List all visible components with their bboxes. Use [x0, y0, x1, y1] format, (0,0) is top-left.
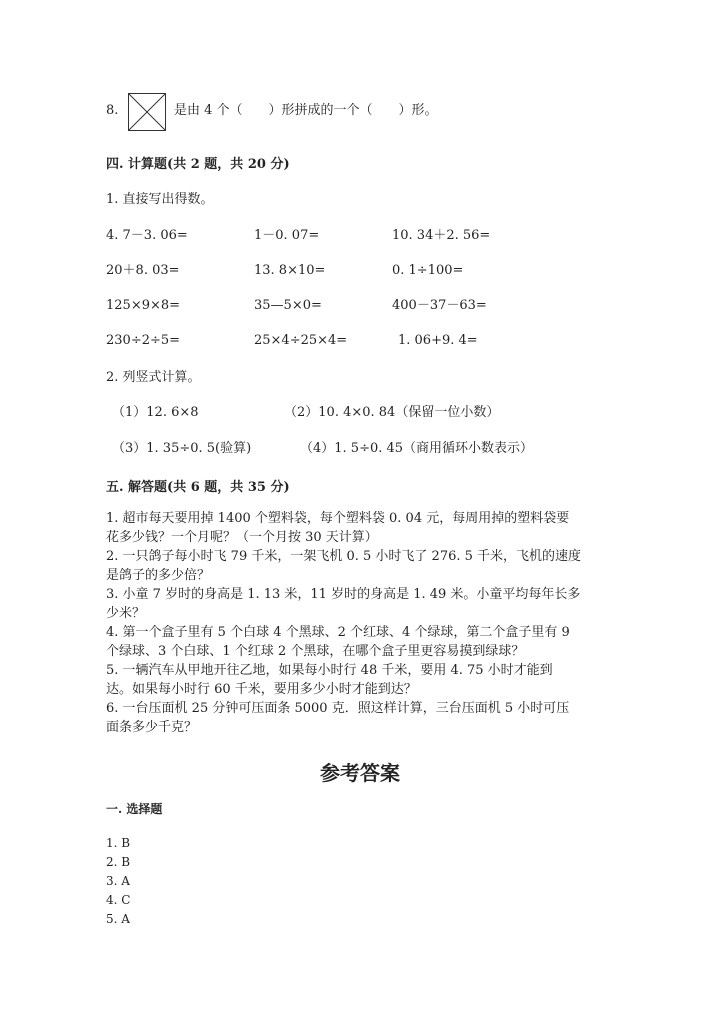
answer-item: 1. B	[106, 836, 131, 850]
answer-item: 5. A	[106, 912, 130, 926]
calc-item: 400－37－63=	[392, 298, 487, 313]
calc-item: 125×9×8=	[106, 298, 181, 313]
answer-item: 4. C	[106, 893, 131, 907]
problem-line: 3. 小童 7 岁时的身高是 1. 13 米，11 岁时的身高是 1. 49 米。小童平均每年长多	[106, 587, 581, 602]
answers-title: 参考答案	[320, 761, 400, 785]
q2-label: 2. 列竖式计算。	[106, 370, 201, 385]
q1-label: 1. 直接写出得数。	[106, 192, 214, 207]
problem-line: 达。如果每小时行 60 千米，要用多少小时才能到达？	[106, 682, 417, 697]
problem-line: 个绿球、3 个白球、1 个红球 2 个黑球，在哪个盒子里更容易摸到绿球？	[106, 644, 525, 659]
problem-line: 2. 一只鸽子每小时飞 79 千米，一架飞机 0. 5 小时飞了 276. 5 千米，飞机的速度	[106, 549, 582, 564]
vertical-item: （2）10. 4×0. 84（保留一位小数）	[284, 405, 500, 420]
calc-item: 1－0. 07=	[254, 228, 320, 243]
answer-item: 2. B	[106, 855, 131, 869]
answer-item: 3. A	[106, 874, 130, 888]
vertical-item: （1）12. 6×8	[112, 405, 199, 420]
answers-heading: 一. 选择题	[106, 802, 163, 816]
calc-item: 230÷2÷5=	[106, 333, 181, 348]
calc-item: 35—5×0=	[254, 298, 322, 313]
problem-line: 是鸽子的多少倍？	[106, 568, 211, 583]
vertical-item: （4）1. 5÷0. 45（商用循环小数表示）	[300, 441, 534, 456]
calc-item: 25×4÷25×4=	[254, 333, 348, 348]
problem-line: 5. 一辆汽车从甲地开往乙地，如果每小时行 48 千米，要用 4. 75 小时才能到	[106, 663, 553, 678]
q8-number: 8.	[106, 103, 119, 118]
problem-line: 花多少钱？一个月呢？（一个月按 30 天计算）	[106, 530, 378, 545]
calc-item: 0. 1÷100=	[392, 263, 464, 278]
problem-line: 4. 第一个盒子里有 5 个白球 4 个黑球、2 个红球、4 个绿球，第二个盒子里有 9	[106, 625, 570, 640]
calc-item: 10. 34＋2. 56=	[392, 228, 491, 243]
problem-line: 6. 一台压面机 25 分钟可压面条 5000 克．照这样计算，三台压面机 5 小时可压	[106, 701, 570, 716]
calc-item: 20＋8. 03=	[106, 263, 180, 278]
q8-text: 是由 4 个（ ）形拼成的一个（ ）形。	[174, 103, 438, 118]
problem-line: 少米？	[106, 606, 146, 621]
problem-line: 面条多少千克？	[106, 720, 198, 735]
vertical-item: （3）1. 35÷0. 5(验算)	[112, 441, 252, 456]
problem-line: 1. 超市每天要用掉 1400 个塑料袋，每个塑料袋 0. 04 元，每周用掉的塑料袋要	[106, 511, 570, 526]
section5-heading: 五. 解答题(共 6 题，共 35 分)	[106, 480, 290, 495]
calc-item: 1. 06+9. 4=	[398, 333, 478, 348]
section4-heading: 四. 计算题(共 2 题，共 20 分)	[106, 157, 290, 172]
square-with-diagonals-icon	[128, 93, 166, 131]
calc-item: 13. 8×10=	[254, 263, 326, 278]
calc-item: 4. 7－3. 06=	[106, 228, 188, 243]
